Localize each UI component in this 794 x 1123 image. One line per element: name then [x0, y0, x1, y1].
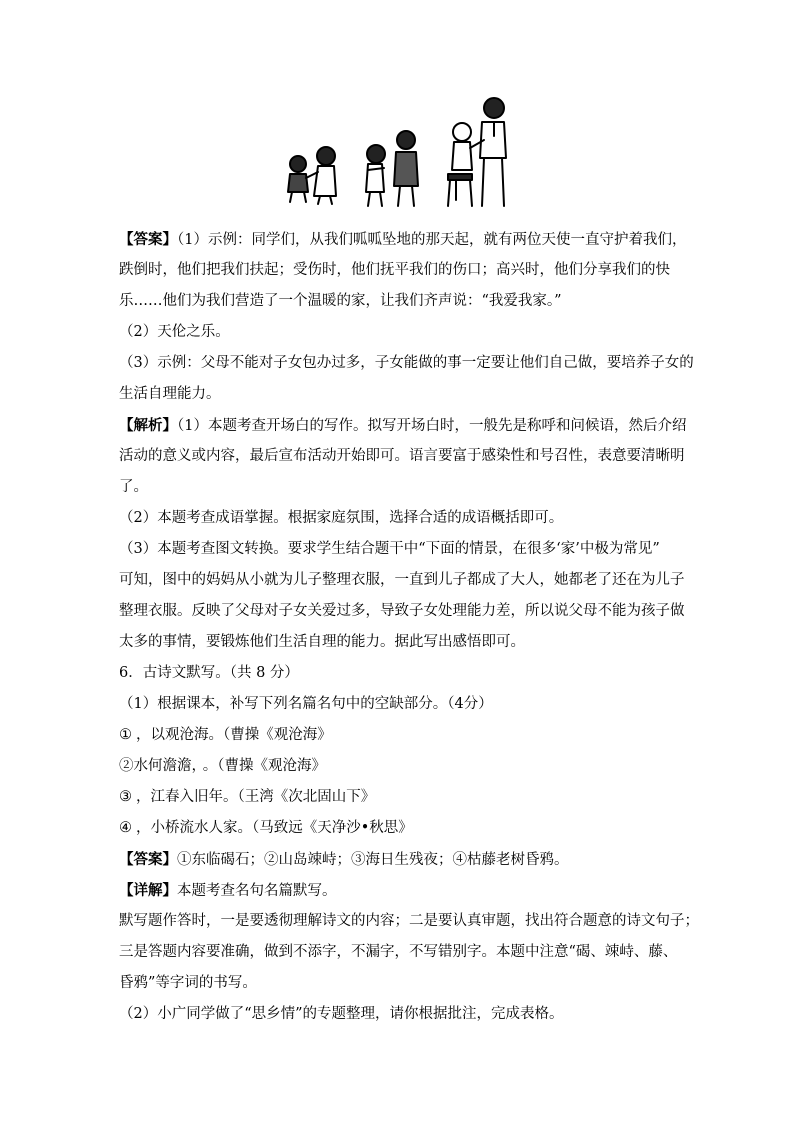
analysis-line-6: 可知，图中的妈妈从小就为儿子整理衣服，一直到儿子都成了大人，她都老了还在为儿子 [119, 572, 685, 588]
analysis-line-2: 活动的意义或内容，最后宣布活动开始即可。语言要富于感染性和号召性，表意要清晰明 [119, 448, 685, 464]
analysis-line-3: 了。 [119, 479, 148, 495]
fill-item-3: ③ ，江春入旧年。（王湾《次北固山下》 [119, 789, 376, 805]
answer-tag: 【答案】 [119, 231, 177, 248]
answer-line-5: （3）示例：父母不能对子女包办过多，子女能做的事一定要让他们自己做，要培养子女的 [119, 355, 694, 371]
family-illustration [284, 96, 516, 208]
analysis-line-4: （2）本题考查成语掌握。根据家庭氛围，选择合适的成语概括即可。 [119, 510, 564, 526]
question-6-title: 6．古诗文默写。（共 8 分） [119, 665, 299, 681]
question-6-sub1: （1）根据课本，补写下列名篇名句中的空缺部分。（4分） [119, 696, 493, 712]
document-body [119, 224, 699, 1030]
detail-line-3: 昏鸦”等字词的书写。 [119, 975, 257, 991]
analysis-line-1: 【解析】（1）本题考查开场白的写作。拟写开场白时，一般先是称呼和问候语，然后介绍 [119, 417, 687, 434]
analysis-tag: 【解析】 [119, 417, 177, 434]
scene-youth [366, 131, 418, 206]
scene-adulthood [448, 98, 506, 206]
question-6-sub2: （2）小广同学做了“思乡情”的专题整理，请你根据批注，完成表格。 [119, 1006, 564, 1022]
analysis-line-8: 太多的事情，要锻炼他们生活自理的能力。据此写出感悟即可。 [119, 634, 525, 650]
answer-line-2: 跌倒时，他们把我们扶起；受伤时，他们抚平我们的伤口；高兴时，他们分享我们的快 [119, 262, 670, 278]
detail-line-1: 默写题作答时，一是要透彻理解诗文的内容；二是要认真审题，找出符合题意的诗文句子； [119, 913, 699, 929]
detail-line-2: 三是答题内容要准确，做到不添字，不漏字，不写错别字。本题中注意“碣、竦峙、藤、 [119, 944, 678, 960]
answer-line-4: （2）天伦之乐。 [119, 324, 230, 340]
answer-line-3: 乐……他们为我们营造了一个温暖的家，让我们齐声说：“我爱我家。” [119, 293, 562, 309]
fill-item-1: ① ，以观沧海。（曹操《观沧海》 [119, 727, 332, 743]
answer-line-1: 【答案】（1）示例：同学们，从我们呱呱坠地的那天起，就有两位天使一直守护着我们， [119, 231, 687, 248]
question-6-answer: 【答案】①东临碣石；②山岛竦峙；③海日生残夜；④枯藤老树昏鸦。 [119, 851, 569, 868]
question-6-detail: 【详解】本题考查名句名篇默写。 [119, 882, 337, 899]
fill-item-2: ②水何澹澹， 。（曹操《观沧海》 [119, 758, 326, 774]
answer-line-6: 生活自理能力。 [119, 386, 221, 402]
fill-item-4: ④ ，小桥流水人家。（马致远《天净沙•秋思》 [119, 820, 413, 836]
scene-childhood [288, 147, 336, 204]
analysis-line-5: （3）本题考查图文转换。要求学生结合题干中“下面的情景，在很多‘家’中极为常见” [119, 541, 660, 557]
analysis-line-7: 整理衣服。反映了父母对子女关爱过多，导致子女处理能力差，所以说父母不能为孩子做 [119, 603, 685, 619]
